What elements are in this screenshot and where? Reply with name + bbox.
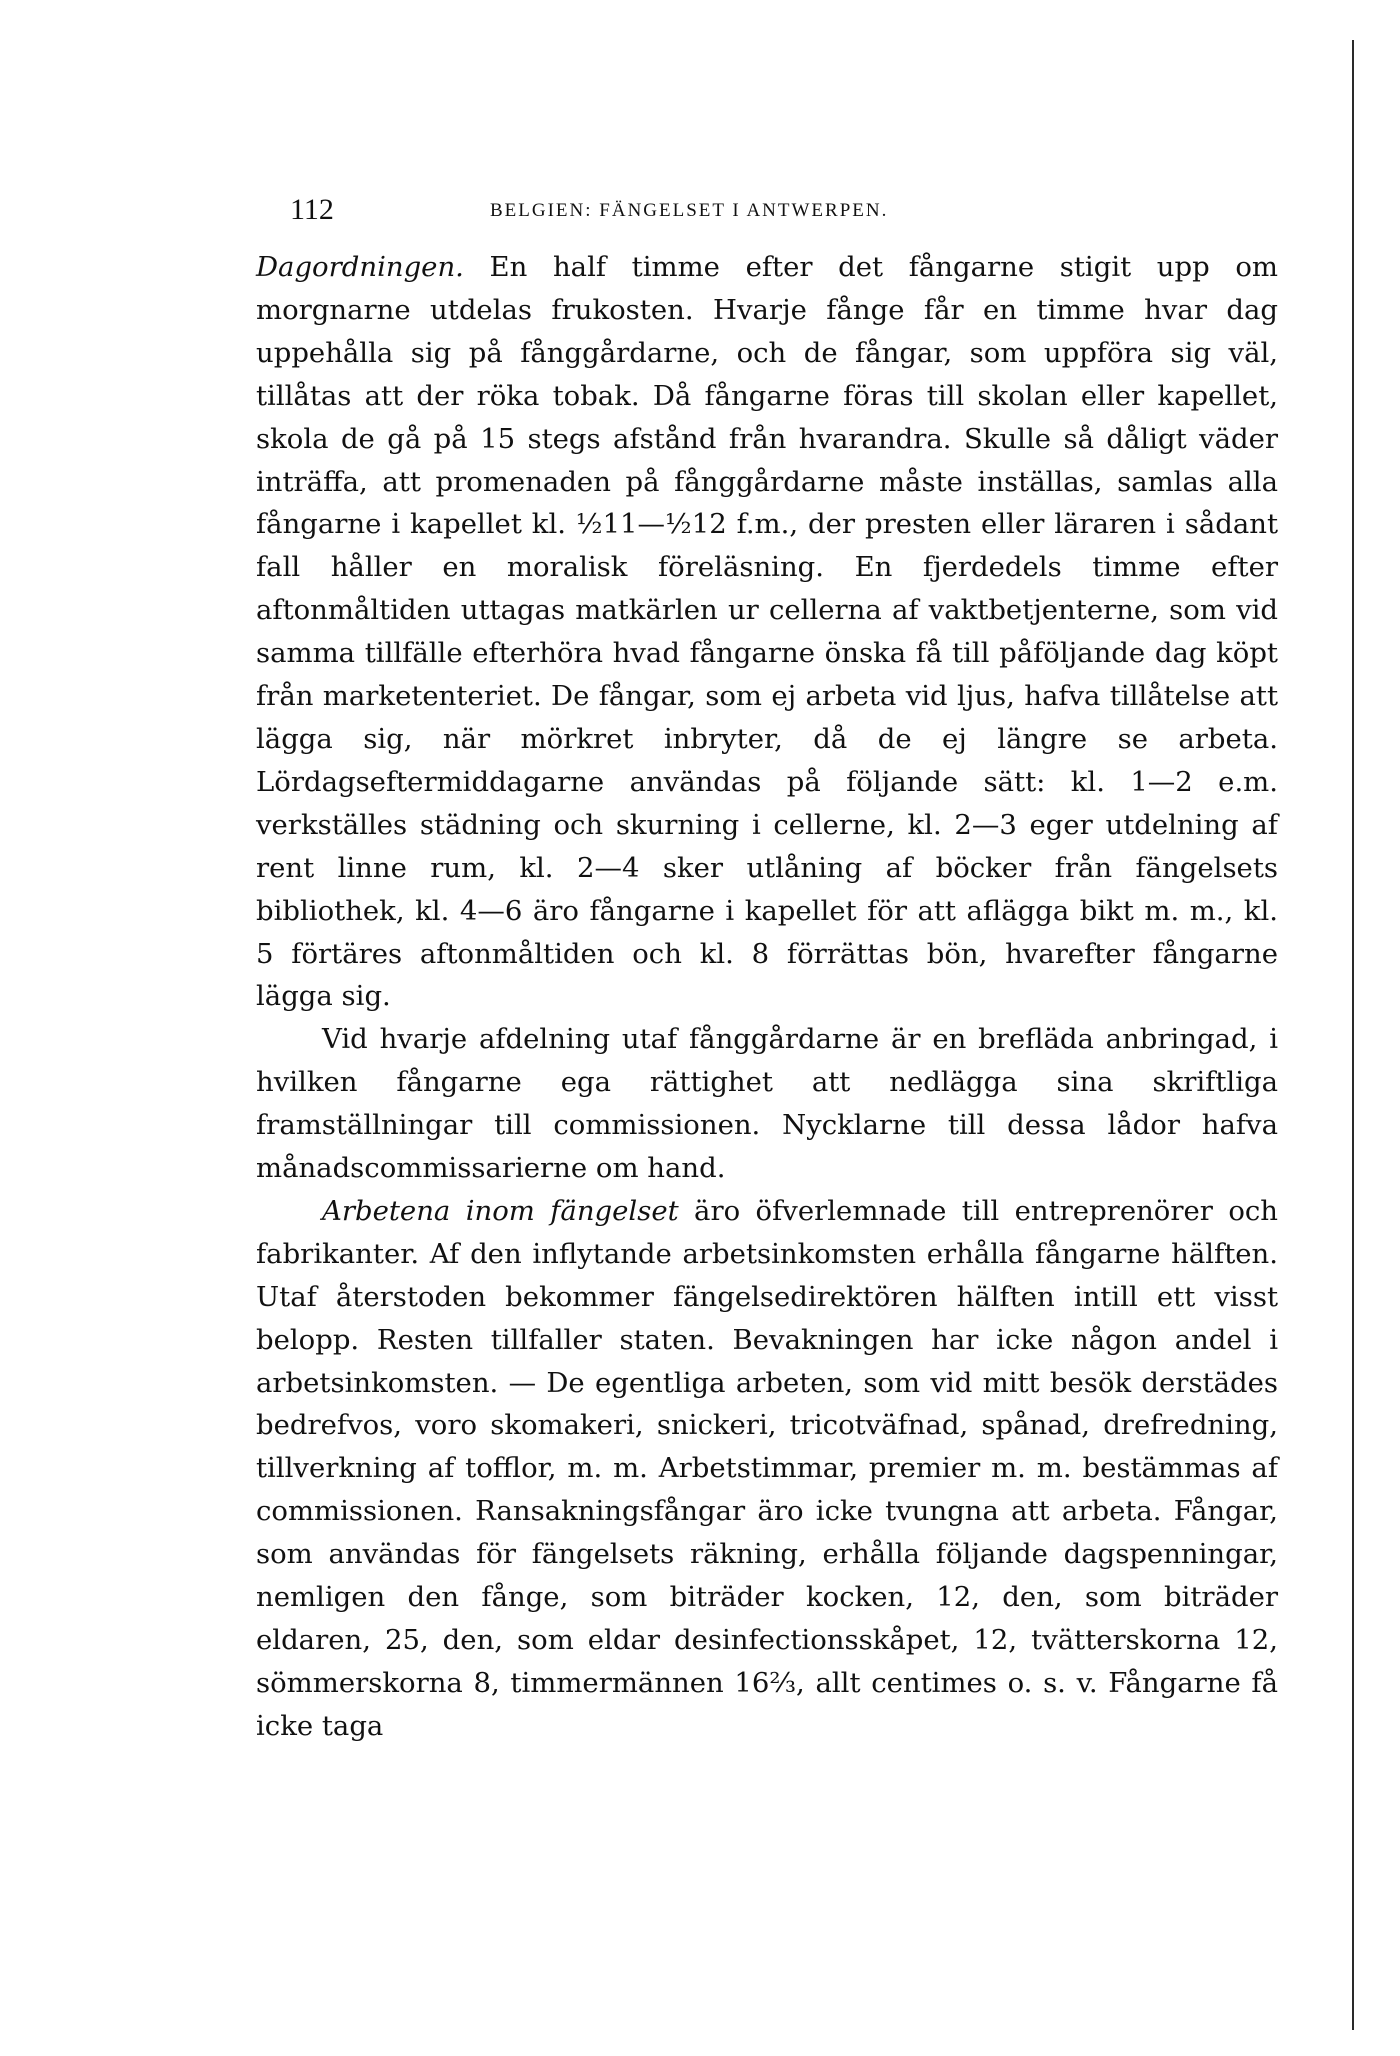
- paragraph-brefladan: [256, 1018, 1278, 1190]
- body-text: [256, 246, 1278, 1748]
- running-head: [290, 192, 1288, 228]
- paragraph-arbetena: [256, 1190, 1278, 1748]
- paragraph-body: Vid hvarje afdelning utaf fånggårdarne är en brefläda anbringad, i hvilken fångarne ega rättighet att nedlägga sina skriftliga framställningar till commissionen. Nycklarne till dessa lådor hafva månadscommissarierne om hand.: [256, 1023, 1278, 1185]
- paragraph-body: äro öfverlemnade till entreprenörer och fabrikanter. Af den inflytande arbetsinkomsten erhålla fångarne hälften. Utaf återstoden bekommer fängelsedirektören hälften intill ett visst belopp. Resten tillfaller staten. Bevakningen har icke någon andel i arbetsinkomsten. — De egentliga arbeten, som vid mitt besök derstädes bedrefvos, voro skomakeri, snickeri, tricotväfnad, spånad, drefredning, tillverkning af tofflor, m. m. Arbetstimmar, premier m. m. bestämmas af commissionen. Ransakningsfångar äro icke tvungna att arbeta. Fångar, som användas för fängelsets räkning, erhålla följande dagspenningar, nemligen den fånge, som biträder kocken, 12, den, som biträder eldaren, 25, den, som eldar desinfectionsskåpet, 12, tvätterskorna 12, sömmerskorna 8, timmermännen 16⅔, allt centimes o. s. v. Fångarne få icke taga: [256, 1194, 1278, 1742]
- paragraph-lead-italic: Arbetena inom fängelset: [322, 1194, 679, 1227]
- paragraph-body: En half timme efter det fångarne stigit upp om morgnarne utdelas frukosten. Hvarje fånge får en timme hvar dag uppehålla sig på fånggårdarne, och de fångar, som uppföra sig väl, tillåtas att der röka tobak. Då fångarne föras till skolan eller kapellet, skola de gå på 15 stegs afstånd från hvarandra. Skulle så dåligt väder inträffa, att promenaden på fånggårdarne måste inställas, samlas alla fångarne i kapellet kl. ½11—½12 f.m., der presten eller läraren i sådant fall håller en moralisk föreläsning. En fjerdedels timme efter aftonmåltiden uttagas matkärlen ur cellerna af vaktbetjenterne, som vid samma tillfälle efterhöra hvad fångarne önska få till påföljande dag köpt från marketenteriet. De fångar, som ej arbeta vid ljus, hafva tillåtelse att lägga sig, när mörkret inbryter, då de ej längre se arbeta. Lördagseftermiddagarne användas på följande sätt: kl. 1—2 e.m. verkställes städning och skurning i cellerne, kl. 2—3 eger utdelning af rent linne rum, kl. 2—4 sker utlåning af böcker från fängelsets bibliothek, kl. 4—6 äro fångarne i kapellet för att aflägga bikt m. m., kl. 5 förtäres aftonmåltiden och kl. 8 förrättas bön, hvarefter fångarne lägga sig.: [256, 251, 1278, 1013]
- running-header-title: BELGIEN: FÄNGELSET I ANTWERPEN.: [490, 200, 889, 221]
- page-number: 112: [290, 193, 334, 226]
- page-edge-line: [1352, 40, 1354, 2030]
- paragraph-dagordningen: [256, 246, 1278, 1018]
- paragraph-lead-italic: Dagordningen.: [256, 251, 464, 283]
